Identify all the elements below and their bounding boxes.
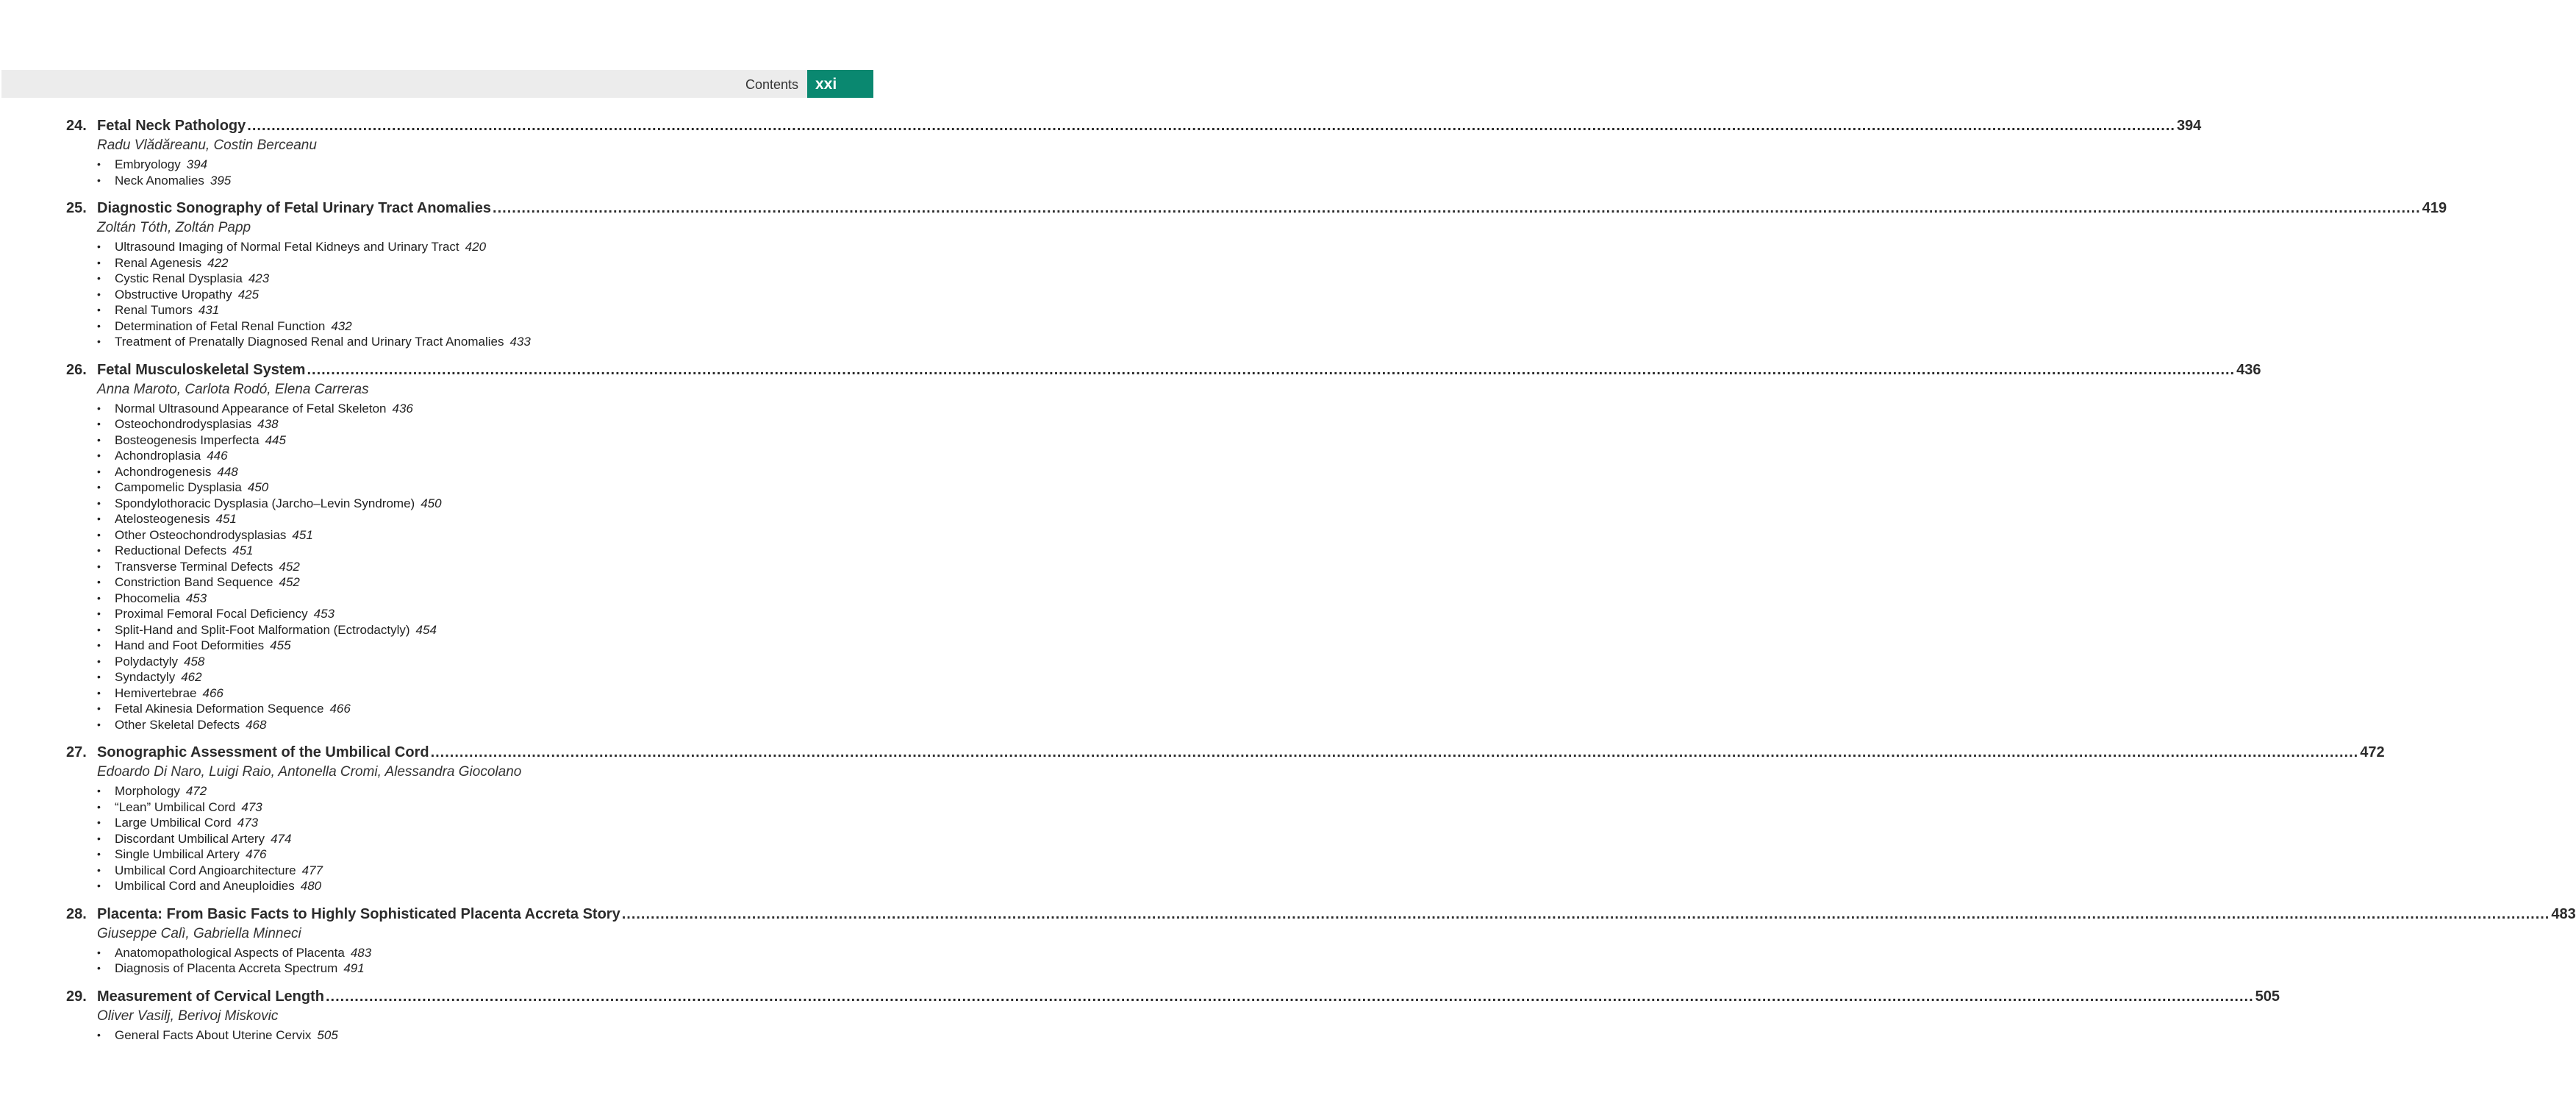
section-item[interactable]: [97, 945, 807, 961]
bullet-icon: •: [97, 256, 101, 268]
bullet-icon: •: [97, 272, 101, 284]
bullet-icon: •: [97, 319, 101, 332]
section-title: Spondylothoracic Dysplasia (Jarcho–Levin Syndrome): [115, 496, 415, 510]
section-item[interactable]: [97, 271, 807, 287]
section-title: Ultrasound Imaging of Normal Fetal Kidneys and Urinary Tract: [115, 240, 459, 254]
running-header: Contents: [745, 77, 798, 92]
bullet-icon: •: [97, 496, 101, 509]
chapter-number: 25.: [66, 200, 87, 216]
section-item[interactable]: [97, 638, 807, 654]
chapter-heading[interactable]: [66, 904, 2576, 924]
section-page: 453: [313, 607, 335, 621]
bullet-icon: •: [97, 800, 101, 813]
section-item[interactable]: [97, 591, 807, 607]
chapter-title: Fetal Neck Pathology: [97, 118, 246, 134]
section-title: Polydactyly: [115, 654, 178, 669]
section-title: Neck Anomalies: [115, 173, 204, 188]
section-page: 473: [237, 816, 259, 830]
section-title: Achondroplasia: [115, 449, 201, 463]
section-page: 458: [183, 654, 205, 669]
section-list: [66, 157, 807, 188]
section-item[interactable]: [97, 464, 807, 480]
chapter-authors: Edoardo Di Naro, Luigi Raio, Antonella Cromi, Alessandra Giocolano: [97, 764, 522, 780]
section-page: 395: [210, 173, 232, 188]
bullet-icon: •: [97, 174, 101, 186]
chapter-authors: Radu Vlădăreanu, Costin Berceanu: [97, 138, 317, 153]
bullet-icon: •: [97, 288, 101, 300]
chapter-title: Placenta: From Basic Facts to Highly Sophisticated Placenta Accreta Story: [97, 905, 620, 922]
bullet-icon: •: [97, 718, 101, 730]
section-title: Discordant Umbilical Artery: [115, 831, 265, 846]
section-item[interactable]: [97, 622, 807, 638]
dot-leader: ................................................................................................................................................................................................................................................................................................................................................................................................................: [247, 118, 2175, 134]
section-page: 452: [279, 575, 300, 589]
bullet-icon: •: [97, 158, 101, 170]
bullet-icon: •: [97, 671, 101, 682]
section-page: 454: [415, 622, 437, 637]
section-item[interactable]: [97, 416, 807, 432]
bullet-icon: •: [97, 560, 101, 572]
chapter-page: 472: [2360, 744, 2385, 760]
chapter-entry: [66, 742, 2385, 894]
chapter-title: Sonographic Assessment of the Umbilical Cord: [97, 744, 429, 760]
page-number: xxi: [807, 70, 873, 98]
dot-leader: ................................................................................................................................................................................................................................................................................................................................................................................................................: [430, 744, 2359, 760]
section-item[interactable]: [97, 606, 807, 622]
dot-leader: ................................................................................................................................................................................................................................................................................................................................................................................................................: [325, 988, 2254, 1005]
section-title: Transverse Terminal Defects: [115, 559, 273, 574]
bullet-icon: •: [97, 418, 101, 430]
section-page: 505: [317, 1027, 338, 1042]
bullet-icon: •: [97, 848, 101, 860]
section-title: Treatment of Prenatally Diagnosed Renal and Urinary Tract Anomalies: [115, 335, 504, 349]
section-title: Renal Tumors: [115, 303, 193, 317]
bullet-icon: •: [97, 591, 101, 604]
section-title: Determination of Fetal Renal Function: [115, 318, 326, 333]
section-page: 491: [343, 961, 365, 975]
chapter-title: Fetal Musculoskeletal System: [97, 361, 306, 378]
chapter-entry: [66, 198, 2447, 350]
section-item[interactable]: [97, 255, 807, 271]
chapter-title: Measurement of Cervical Length: [97, 988, 324, 1005]
bullet-icon: •: [97, 576, 101, 588]
bullet-icon: •: [97, 832, 101, 844]
section-page: 446: [207, 449, 228, 463]
section-title: Proximal Femoral Focal Deficiency: [115, 607, 308, 621]
section-title: Syndactyly: [115, 670, 176, 684]
chapter-number: 24.: [66, 118, 87, 134]
section-title: Diagnosis of Placenta Accreta Spectrum: [115, 961, 338, 975]
section-item[interactable]: [97, 559, 807, 575]
section-page: 473: [241, 799, 262, 814]
chapter-entry: [66, 360, 2261, 733]
section-title: Campomelic Dysplasia: [115, 480, 242, 494]
section-page: 422: [207, 255, 229, 270]
section-item[interactable]: [97, 527, 807, 543]
section-page: 451: [232, 543, 254, 557]
chapter-number: 27.: [66, 744, 87, 760]
chapter-number: 29.: [66, 988, 87, 1005]
bullet-icon: •: [97, 544, 101, 556]
section-page: 483: [350, 945, 372, 960]
section-page: 438: [257, 417, 279, 431]
bullet-icon: •: [97, 481, 101, 493]
section-item[interactable]: [97, 863, 807, 879]
bullet-icon: •: [97, 240, 101, 252]
section-item[interactable]: [97, 1027, 807, 1044]
section-page: 462: [181, 670, 202, 684]
section-item[interactable]: [97, 669, 807, 685]
section-item[interactable]: [97, 302, 807, 318]
bullet-icon: •: [97, 402, 101, 414]
section-list: [66, 239, 807, 350]
section-page: 477: [301, 863, 323, 877]
chapter-number: 26.: [66, 361, 87, 378]
section-page: 445: [265, 432, 286, 447]
bullet-icon: •: [97, 946, 101, 958]
chapter-heading[interactable]: [66, 198, 2447, 218]
bullet-icon: •: [97, 655, 101, 667]
section-page: 468: [246, 717, 267, 732]
section-item[interactable]: [97, 157, 807, 173]
section-title: Reductional Defects: [115, 543, 227, 557]
section-item[interactable]: [97, 799, 807, 816]
chapter-heading[interactable]: [66, 115, 2202, 136]
bullet-icon: •: [97, 816, 101, 828]
section-item[interactable]: [97, 401, 807, 417]
section-item[interactable]: [97, 511, 807, 527]
section-title: Other Osteochondrodysplasias: [115, 527, 287, 542]
section-page: 448: [217, 464, 238, 479]
section-title: Osteochondrodysplasias: [115, 417, 252, 431]
section-title: Umbilical Cord and Aneuploidies: [115, 879, 295, 893]
bullet-icon: •: [97, 1028, 101, 1041]
bullet-icon: •: [97, 449, 101, 461]
section-page: 431: [198, 303, 220, 317]
section-page: 450: [421, 496, 442, 510]
chapter-page: 394: [2176, 118, 2202, 134]
section-title: Split-Hand and Split-Foot Malformation (Ectrodactyly): [115, 622, 410, 637]
section-title: Constriction Band Sequence: [115, 575, 273, 589]
section-item[interactable]: [97, 685, 807, 702]
section-item[interactable]: [97, 783, 807, 799]
section-title: Phocomelia: [115, 591, 180, 605]
bullet-icon: •: [97, 962, 101, 974]
chapter-heading[interactable]: [66, 742, 2385, 763]
section-title: Umbilical Cord Angioarchitecture: [115, 863, 296, 877]
bullet-icon: •: [97, 465, 101, 477]
section-item[interactable]: [97, 496, 807, 512]
section-item[interactable]: [97, 878, 807, 894]
chapter-page: 505: [2255, 988, 2280, 1005]
bullet-icon: •: [97, 686, 101, 699]
section-title: Anatomopathological Aspects of Placenta: [115, 945, 345, 960]
chapter-entry: [66, 986, 2280, 1044]
chapter-authors: Anna Maroto, Carlota Rodó, Elena Carreras: [97, 381, 369, 397]
section-item[interactable]: [97, 654, 807, 670]
section-title: Achondrogenesis: [115, 464, 212, 479]
section-page: 466: [329, 702, 351, 716]
chapter-number: 28.: [66, 905, 87, 922]
dot-leader: ................................................................................................................................................................................................................................................................................................................................................................................................................: [493, 200, 2421, 216]
chapter-entry: [66, 115, 2202, 188]
bullet-icon: •: [97, 607, 101, 619]
section-item[interactable]: [97, 831, 807, 847]
section-page: 423: [248, 271, 270, 285]
section-list: [66, 401, 807, 733]
bullet-icon: •: [97, 880, 101, 891]
header-bar: [1, 70, 807, 98]
section-item[interactable]: [97, 318, 807, 335]
section-page: 452: [279, 559, 300, 574]
bullet-icon: •: [97, 528, 101, 541]
section-title: Fetal Akinesia Deformation Sequence: [115, 702, 324, 716]
bullet-icon: •: [97, 702, 101, 714]
chapter-title: Diagnostic Sonography of Fetal Urinary Tract Anomalies: [97, 200, 492, 216]
section-title: Normal Ultrasound Appearance of Fetal Skeleton: [115, 401, 387, 416]
section-page: 432: [331, 318, 352, 333]
section-title: Embryology: [115, 157, 181, 171]
section-item[interactable]: [97, 574, 807, 591]
dot-leader: ................................................................................................................................................................................................................................................................................................................................................................................................................: [621, 905, 2550, 922]
section-title: Cystic Renal Dysplasia: [115, 271, 243, 285]
section-page: 455: [270, 638, 291, 652]
bullet-icon: •: [97, 623, 101, 635]
chapter-heading[interactable]: [66, 360, 2261, 380]
section-item[interactable]: [97, 960, 807, 977]
section-title: Large Umbilical Cord: [115, 816, 232, 830]
chapter-authors: Oliver Vasilj, Berivoj Miskovic: [97, 1008, 279, 1024]
section-title: Renal Agenesis: [115, 255, 202, 270]
section-title: Obstructive Uropathy: [115, 287, 232, 302]
section-item[interactable]: [97, 543, 807, 559]
section-page: 420: [465, 240, 487, 254]
section-title: Atelosteogenesis: [115, 512, 210, 526]
section-list: [66, 1027, 807, 1044]
chapter-authors: Zoltán Tóth, Zoltán Papp: [97, 220, 251, 235]
section-title: Single Umbilical Artery: [115, 847, 240, 861]
chapter-heading[interactable]: [66, 986, 2280, 1007]
section-page: 425: [237, 287, 260, 302]
section-item[interactable]: [97, 701, 807, 717]
section-list: [66, 945, 807, 977]
section-title: Hand and Foot Deformities: [115, 638, 265, 652]
section-page: 480: [300, 879, 322, 893]
bullet-icon: •: [97, 513, 101, 524]
dot-leader: ................................................................................................................................................................................................................................................................................................................................................................................................................: [307, 361, 2236, 378]
section-page: 474: [271, 831, 292, 846]
section-title: Bosteogenesis Imperfecta: [115, 432, 260, 447]
section-item[interactable]: [97, 173, 807, 189]
section-item[interactable]: [97, 815, 807, 831]
chapter-page: 419: [2422, 200, 2447, 216]
section-item[interactable]: [97, 847, 807, 863]
bullet-icon: •: [97, 639, 101, 651]
section-item[interactable]: [97, 432, 807, 449]
section-item[interactable]: [97, 287, 807, 303]
table-of-contents: [66, 115, 2576, 1052]
bullet-icon: •: [97, 863, 101, 876]
section-title: “Lean” Umbilical Cord: [115, 799, 236, 814]
section-page: 453: [185, 591, 207, 605]
section-page: 436: [392, 401, 413, 416]
section-item[interactable]: [97, 480, 807, 496]
section-page: 466: [202, 685, 223, 700]
chapter-authors: Giuseppe Calì, Gabriella Minneci: [97, 925, 301, 941]
section-list: [66, 783, 807, 894]
chapter-entry: [66, 904, 2576, 977]
section-title: Hemivertebrae: [115, 685, 197, 700]
chapter-page: 483: [2551, 905, 2576, 922]
section-title: General Facts About Uterine Cervix: [115, 1027, 312, 1042]
section-page: 472: [185, 784, 207, 798]
section-page: 451: [292, 527, 313, 542]
section-item[interactable]: [97, 334, 807, 350]
section-page: 394: [186, 157, 208, 171]
section-page: 450: [247, 480, 269, 494]
bullet-icon: •: [97, 785, 101, 796]
chapter-page: 436: [2236, 361, 2261, 378]
section-page: 433: [509, 335, 531, 349]
bullet-icon: •: [97, 304, 101, 316]
section-item[interactable]: [97, 448, 807, 464]
section-item[interactable]: [97, 239, 807, 255]
section-item[interactable]: [97, 717, 807, 733]
bullet-icon: •: [97, 433, 101, 446]
section-title: Other Skeletal Defects: [115, 717, 240, 732]
section-title: Morphology: [115, 784, 180, 798]
bullet-icon: •: [97, 335, 101, 347]
section-page: 451: [215, 512, 237, 526]
section-page: 476: [246, 847, 267, 861]
